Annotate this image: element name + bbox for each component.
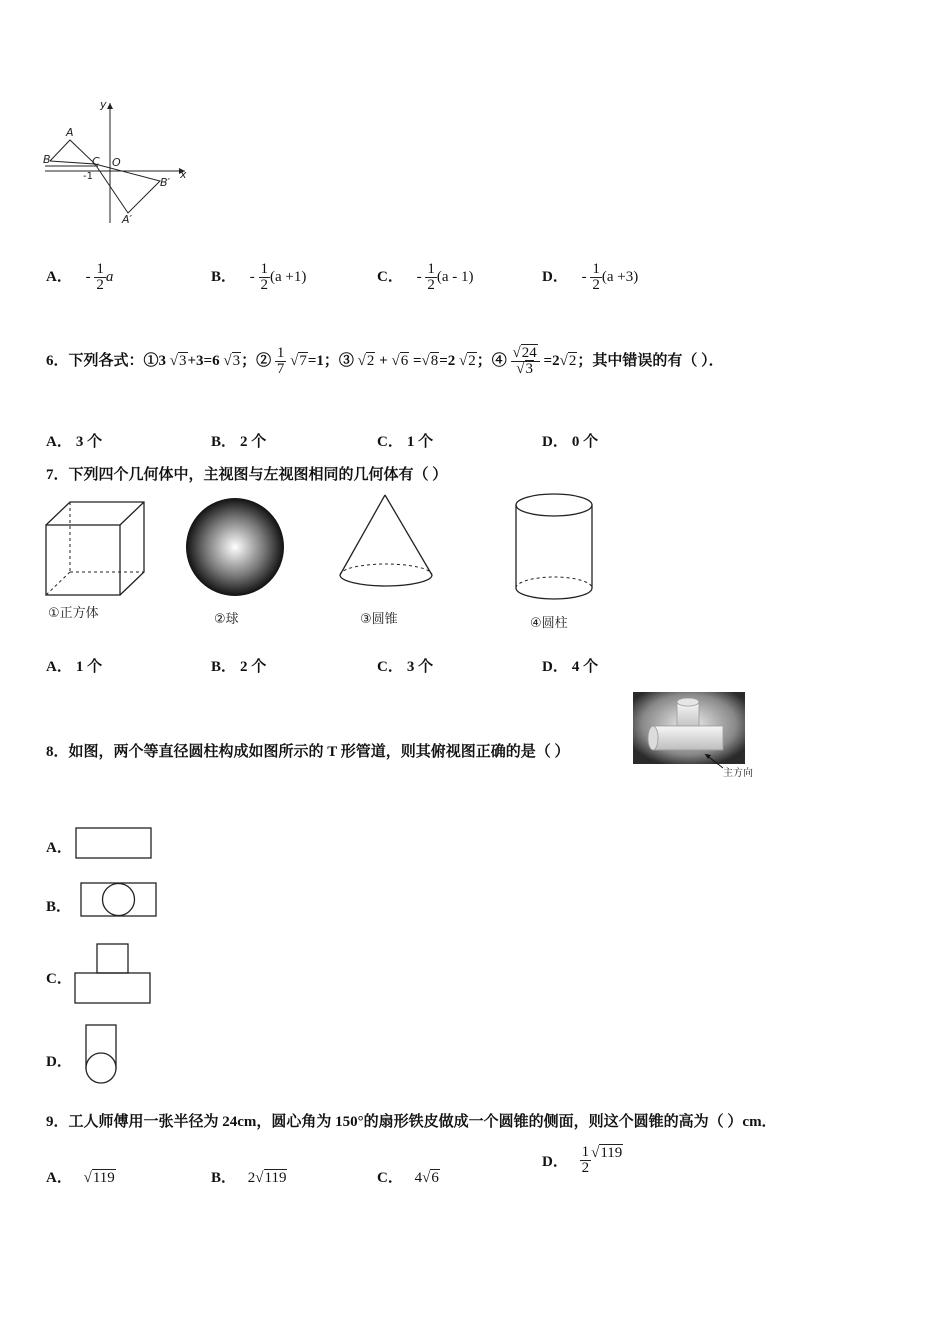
q5-option-a[interactable]: A． - $\frac{1}{2}$ a bbox=[46, 261, 114, 293]
point-b-label: B bbox=[43, 153, 51, 166]
q8-option-d[interactable]: D． bbox=[46, 1054, 72, 1070]
sqrt: √2 bbox=[357, 352, 375, 369]
q7-stem: 7．下列四个几何体中，主视图与左视图相同的几何体有（ ） bbox=[46, 467, 448, 483]
q5-option-d[interactable]: D． - $\frac{1}{2}$ (a +3) bbox=[542, 261, 639, 293]
sqrt: √2 bbox=[559, 352, 577, 369]
q8-option-a[interactable]: A． bbox=[46, 840, 72, 856]
fraction: $\frac{1}{2}$ bbox=[260, 261, 269, 293]
shape-label-cylinder: ④圆柱 bbox=[530, 616, 568, 631]
q6-option-b[interactable]: B． 2 个 bbox=[211, 434, 267, 450]
sqrt: √119 bbox=[591, 1145, 623, 1161]
y-axis-label: y bbox=[100, 98, 107, 111]
q6-stem: 6．下列各式：①3 √3+3=6 √3；② $\frac{1}{7}$ √7=1；③ √2 + √6 =√8=2 √2；④ $\frac{√24}{√3}$ =2√2；其中错误的有（ ）． bbox=[46, 345, 724, 377]
point-b-prime-label: B′ bbox=[160, 176, 171, 189]
q5-option-b[interactable]: B． - $\frac{1}{2}$ (a +1) bbox=[211, 261, 307, 293]
origin-label: O bbox=[112, 156, 121, 169]
q7-option-b[interactable]: B． 2 个 bbox=[211, 659, 267, 675]
point-c-label: C bbox=[92, 155, 100, 168]
sqrt: √8 bbox=[421, 352, 439, 369]
q7-option-d[interactable]: D． 4 个 bbox=[542, 659, 599, 675]
point-a-label: A bbox=[66, 126, 74, 139]
q8-option-a-figure bbox=[75, 827, 155, 861]
main-direction-label: 主方向 bbox=[723, 768, 753, 779]
t-pipe-photo bbox=[633, 692, 768, 780]
cube-figure bbox=[46, 502, 144, 595]
fraction: $\frac{1}{7}$ bbox=[276, 345, 285, 377]
sphere-figure bbox=[186, 498, 284, 596]
sqrt: √2 bbox=[459, 352, 476, 369]
sqrt: √7 bbox=[290, 352, 307, 369]
q6-option-c[interactable]: C． 1 个 bbox=[377, 434, 434, 450]
q8-stem: 8．如图，两个等直径圆柱构成如图所示的 T 形管道，则其俯视图正确的是（ ） bbox=[46, 744, 570, 760]
fraction: $\frac{1}{2}$ bbox=[592, 261, 600, 293]
fraction: $\frac{√24}{√3}$ bbox=[511, 346, 540, 377]
sqrt: √119 bbox=[83, 1170, 115, 1186]
sqrt: √119 bbox=[255, 1170, 287, 1186]
shape-label-sphere: ②球 bbox=[214, 612, 239, 627]
q7-figures bbox=[40, 490, 600, 635]
fraction: $\frac{1}{2}$ bbox=[581, 1144, 590, 1176]
sqrt: √6 bbox=[391, 352, 409, 369]
q9-option-a[interactable]: A． √119 bbox=[46, 1170, 115, 1186]
q7-option-a[interactable]: A． 1 个 bbox=[46, 659, 103, 675]
q8-option-d-figure bbox=[83, 1024, 119, 1086]
q9-stem: 9．工人师傅用一张半径为 24cm，圆心角为 150°的扇形铁皮做成一个圆锥的侧面，则这个圆锥的高为（ ）cm． bbox=[46, 1114, 777, 1130]
q5-option-c[interactable]: C． - $\frac{1}{2}$ (a - 1) bbox=[377, 261, 474, 293]
q8-option-b[interactable]: B． bbox=[46, 899, 72, 915]
sqrt: √3 bbox=[169, 352, 187, 369]
shape-label-cone: ③圆锥 bbox=[360, 612, 398, 627]
q9-option-c[interactable]: C． 4√6 bbox=[377, 1170, 439, 1186]
shape-label-cube: ①正方体 bbox=[48, 606, 99, 621]
cone-figure bbox=[340, 495, 432, 586]
q8-option-b-figure bbox=[80, 882, 160, 918]
sqrt: √6 bbox=[422, 1170, 439, 1186]
sqrt: √3 bbox=[223, 352, 241, 369]
q8-option-c-figure bbox=[74, 943, 154, 1005]
cylinder-figure bbox=[516, 494, 592, 599]
tick-label: -1 bbox=[83, 171, 93, 182]
q6-option-d[interactable]: D． 0 个 bbox=[542, 434, 599, 450]
q9-option-d[interactable]: D． $\frac{1}{2}$ √119 bbox=[542, 1144, 623, 1176]
fraction: $\frac{1}{2}$ bbox=[427, 261, 435, 293]
x-axis-label: x bbox=[180, 168, 187, 181]
q5-coordinate-figure bbox=[40, 98, 190, 228]
fraction: $\frac{1}{2}$ bbox=[96, 261, 104, 293]
q7-option-c[interactable]: C． 3 个 bbox=[377, 659, 434, 675]
point-a-prime-label: A′ bbox=[122, 213, 133, 226]
q6-option-a[interactable]: A． 3 个 bbox=[46, 434, 103, 450]
q9-option-b[interactable]: B． 2√119 bbox=[211, 1170, 287, 1186]
q8-option-c[interactable]: C． bbox=[46, 971, 72, 987]
